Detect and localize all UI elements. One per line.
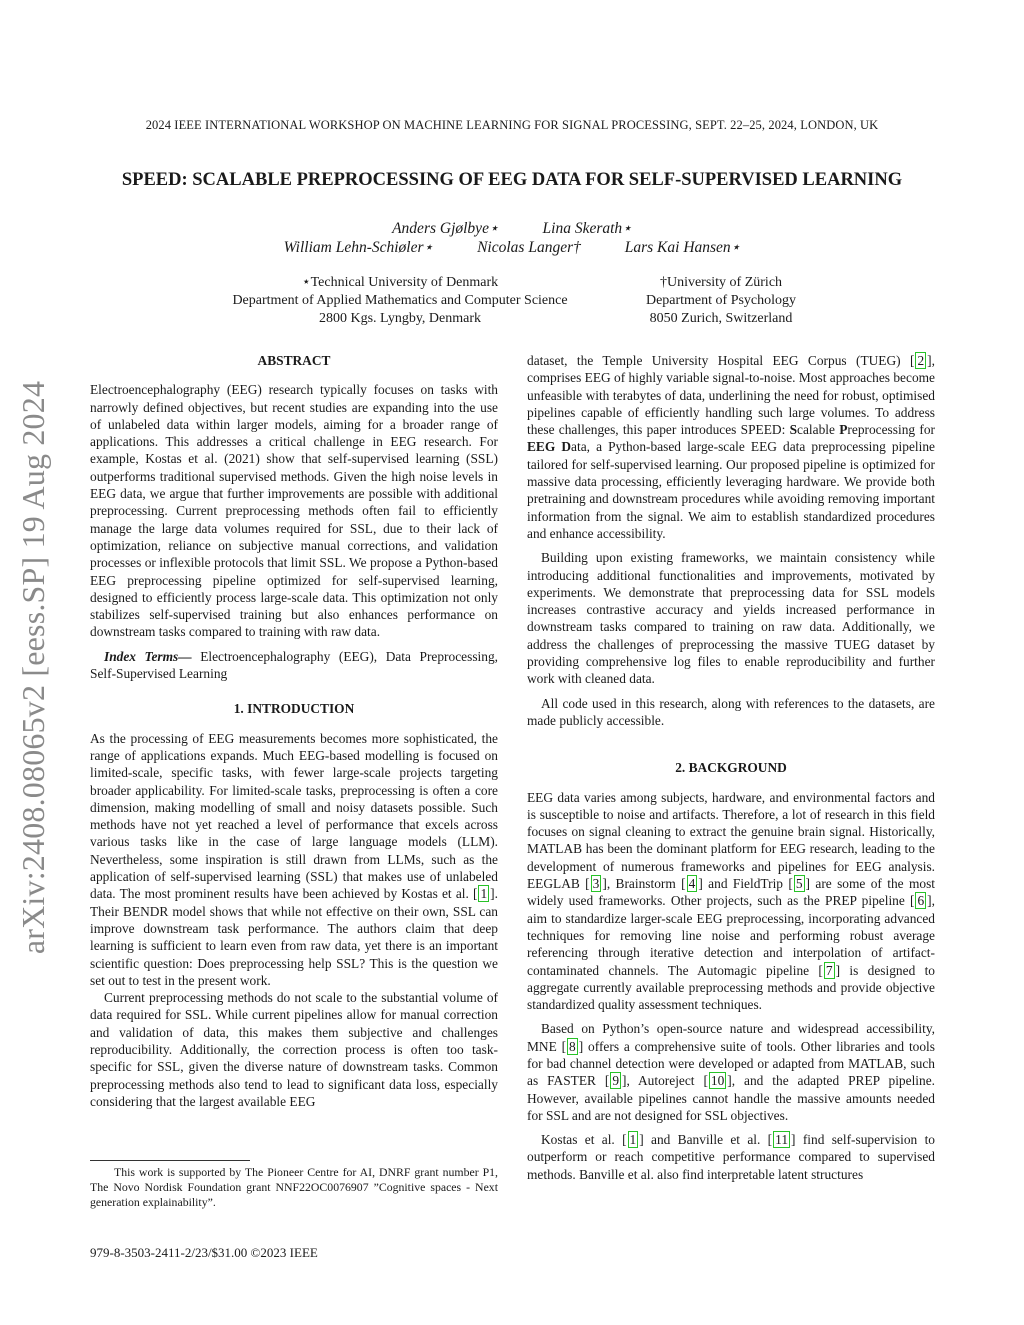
text-run: dataset, the Temple University Hospital EEG Corpus (TUEG): [527, 353, 901, 368]
author-row-1: [0, 219, 1024, 238]
intro-paragraph-2: Current preprocessing methods do not scale to the substantial volume of data required for SSL. While current pipelines allow for manual correction and validation of data, this makes them subjective and challenges reproducibility. Additionally, the correction process is often too task-specific for SSL, given the diverse nature of downstream tasks. Common preprocessing methods also tend to lead to significant data loss, especially considering that the largest available EEG: [90, 990, 498, 1109]
intro-paragraph-4: Building upon existing frameworks, we maintain consistency while introducing additional functionalities and improvements, motivated by experiments. We demonstrate that preprocessing data for SSL models increases contrastive accuracy and yields increased performance in downstream tasks compared to training on raw data. Additionally, we address the challenges of preprocessing the massive TUEG dataset by providing comprehensive log files to enable reproducibility and further work with cleaned data.: [527, 550, 935, 687]
text-run: reprocessing for: [847, 422, 935, 438]
author: Anders Gjølbye⋆: [392, 220, 499, 237]
arxiv-identifier-text: arXiv:2408.08065v2 [eess.SP] 19 Aug 2024: [15, 380, 52, 954]
citation-link[interactable]: 10: [710, 1073, 725, 1089]
footnote-divider: [90, 1160, 250, 1161]
acronym-letter: S: [789, 422, 798, 438]
affiliation-dtu: [220, 274, 580, 328]
author-row-2: [0, 238, 1024, 257]
left-column: [90, 352, 498, 1110]
text-run: , and the adapted PREP pipeline. However, available pipelines cannot handle the massive amounts needed for SSL and are not designed for SSL objectives.: [527, 1073, 936, 1123]
conference-header: 2024 IEEE INTERNATIONAL WORKSHOP ON MACHINE LEARNING FOR SIGNAL PROCESSING, SEPT. 22–25, 2024, LONDON, UK: [145, 118, 879, 132]
citation-link[interactable]: 8: [569, 1038, 576, 1054]
text-run: Based on Python’s open-source nature and widespread accessibility, MNE: [527, 1021, 935, 1054]
affiliation-line: Department of Applied Mathematics and Computer Science: [232, 293, 568, 308]
index-terms-text: Electroencephalography (EEG), Data Preprocessing, Self-Supervised Learning: [90, 648, 498, 682]
citation-link[interactable]: 6: [917, 893, 925, 909]
affiliation-uzh: [626, 274, 816, 328]
acronym-letter: EEG: [527, 439, 556, 455]
background-heading: 2. BACKGROUND: [675, 760, 787, 776]
index-terms: [90, 648, 498, 683]
introduction-heading: 1. INTRODUCTION: [233, 701, 355, 717]
text-run: ata, a Python-based large-scale EEG data preprocessing pipeline tailored for self-supervised learning. Our proposed pipeline is optimized for massive data processing, efficiently leveraging hardware. We provide both pretraining and downstream procedures while avoiding removing important information from the signal. We aim to establish standardized procedures and enhance accessibility.: [527, 439, 935, 541]
author: Lina Skerath⋆: [542, 220, 632, 237]
intro-paragraph-3: dataset, the Temple University Hospital EEG Corpus (TUEG) [ 2 ], comprises EEG of highly variable signal-to-noise. Most approaches become unfeasible with terabytes of data, underlining the need for robust, optimised pipelines capable of efficiently handling such large volumes. To address these challenges, this paper introduces SPEED: Scalable Preprocessing for EEG Data, a Python-based large-scale EEG data preprocessing pipeline tailored for self-supervised learning. Our proposed pipeline is optimized for massive data processing, efficiently leveraging hardware. We provide both pretraining and downstream procedures while avoiding removing important information from the signal. We aim to establish standardized procedures and enhance accessibility.: [527, 353, 935, 541]
intro-paragraph-1: As the processing of EEG measurements becomes more sophisticated, the range of applications expands. Much EEG-based modelling is focused on limited-scale, specific tasks, with fewer large-scale projects targeting broader applicability. For limited-scale tasks, preprocessing is often a core dimension, making modelling of small and noisy datasets possible. Such methods have not yet reached a level of performance that excels across various tasks like in the case of large language models (LLM). Nevertheless, some inspiration is still drawn from LLMs, such as the application of self-supervised learning (SSL) that makes use of unlabeled data. The most prominent results have been achieved by Kostas et al. [ 1 ]. Their BENDR model shows that while not effective on their own, SSL can improve downstream task performance. The authors claim that deep learning is sufficient to learn even from raw data, yet there is an important scientific question: Does preprocessing help SSL? This is the question we set out to test in the present work.: [90, 730, 498, 988]
citation-link[interactable]: 1: [480, 886, 488, 902]
citation-link[interactable]: 7: [825, 962, 833, 978]
right-column: [527, 352, 935, 1183]
author: William Lehn-Schiøler⋆: [283, 239, 434, 256]
acronym-letter: P: [839, 422, 848, 438]
citation-link[interactable]: 11: [775, 1132, 789, 1148]
affiliation-line: 2800 Kgs. Lyngby, Denmark: [318, 311, 482, 326]
affiliation-line: Department of Psychology: [645, 293, 797, 308]
text-run: offers a comprehensive suite of tools. Other libraries and tools for bad channel detection were developed or adapted from MATLAB, such as FASTER: [527, 1038, 935, 1089]
citation-link[interactable]: 9: [612, 1073, 620, 1089]
text-run: calable: [797, 422, 840, 438]
affiliation-line: ⋆Technical University of Denmark: [301, 275, 499, 290]
copyright-footer: 979-8-3503-2411-2/23/$31.00 ©2023 IEEE: [90, 1245, 318, 1260]
citation-link[interactable]: 2: [917, 353, 925, 368]
text-run: EEG data varies among subjects, hardware, and environmental factors and is susceptible to noise and artifacts. Therefore, a lot of research in this field focuses on signal cleaning to extract the genuine brain signal. Historically, MATLAB has been the dominant platform for EEG research, leading to the development of numerous frameworks and pipelines for EEG analysis. EEGLAB: [527, 789, 935, 892]
citation-link[interactable]: 1: [629, 1132, 637, 1148]
author: Lars Kai Hansen⋆: [624, 239, 741, 256]
text-run: , Brainstorm: [606, 876, 676, 892]
citation-link[interactable]: 3: [592, 876, 600, 892]
text-run: As the processing of EEG measurements becomes more sophisticated, the range of applications expands. Much EEG-based modelling is focused on limited-scale, specific tasks, with fewer large-scale projects targeting broader applicability. For limited-scale tasks, preprocessing is often a core dimension, making modelling of small and noisy datasets possible. Such methods have not yet reached a level of performance that excels across various tasks like in the case of large language models (LLM). Nevertheless, some inspiration is still drawn from LLMs, such as the application of self-supervised learning (SSL) that makes use of unlabeled data. The most prominent results have been achieved by Kostas et al.: [90, 730, 498, 902]
arxiv-identifier: [8, 343, 60, 991]
abstract-text: Electroencephalography (EEG) research typically focuses on tasks with narrowly defined objectives, but recent studies are expanding into the use of unlabeled data within larger models, aiming for a broader range of applications. This addresses a critical challenge in EEG research. For example, Kostas et al. (2021) show that self-supervised learning (SSL) outperforms traditional supervised methods. Given the high noise levels in EEG data, we argue that further improvements are possible with additional preprocessing. Current preprocessing methods often fail to efficiently manage the large data volumes required for SSL, due to their lack of optimization, reliance on subjective manual corrections, and validation processes or inflexible protocols that limit SSL. We propose a Python-based EEG preprocessing pipeline optimized for self-supervised learning, designed to efficiently process large-scale data. This optimization not only stabilizes self-supervised training but also enhances performance on downstream tasks compared to training with raw data.: [90, 382, 498, 640]
acronym-letter: D: [561, 439, 572, 455]
background-paragraph-3: Kostas et al. [ 1 ] and Banville et al. [ 11 ] find self-supervision to outperform or reach competitive performance compared to supervised methods. Banville et al. also find interpretable latent structures: [527, 1132, 935, 1182]
background-paragraph-2: Based on Python’s open-source nature and widespread accessibility, MNE [ 8 ] offers a comprehensive suite of tools. Other libraries and tools for bad channel detection were developed or adapted from MATLAB, such as FASTER [ 9 ], Autoreject [ 10 ], and the adapted PREP pipeline. However, available pipelines cannot handle the massive amounts needed for SSL and are not designed for SSL objectives.: [527, 1021, 936, 1123]
background-paragraph-1: EEG data varies among subjects, hardware, and environmental factors and is susceptible to noise and artifacts. Therefore, a lot of research in this field focuses on signal cleaning to extract the genuine brain signal. Historically, MATLAB has been the dominant platform for EEG research, leading to the development of numerous frameworks and pipelines for EEG analysis. EEGLAB [ 3 ], Brainstorm [ 4 ] and FieldTrip [ 5 ] are some of the most widely used frameworks. Other projects, such as the PREP pipeline [ 6 ], aim to standardize larger-scale EEG preprocessing, incorporating advanced techniques for removing line noise and performing robust average referencing through iterative detection and interpolation of artifact-contaminated channels. The Automagic pipeline [ 7 ] is designed to aggregate currently available preprocessing methods and provide objective standardized quality assessment techniques.: [527, 789, 936, 1013]
citation-link[interactable]: 5: [795, 876, 803, 892]
intro-paragraph-5: All code used in this research, along with references to the datasets, are made publicly accessible.: [527, 695, 935, 728]
funding-footnote: This work is supported by The Pioneer Centre for AI, DNRF grant number P1, The Novo Nordisk Foundation grant NNF22OC0076907 ”Cognitive spaces - Next generation explainability”.: [90, 1165, 498, 1209]
author: Nicolas Langer†: [477, 239, 581, 256]
text-run: . Their BENDR model shows that while not effective on their own, SSL can improve downstream task performance. The authors claim that deep learning is sufficient to learn even from raw data, yet there is an important scientific question: Does preprocessing help SSL? This is the question we set out to test in the present work.: [90, 886, 498, 988]
text-run: and Banville et al.: [643, 1132, 761, 1148]
text-run: Kostas et al.: [541, 1132, 615, 1148]
citation-link[interactable]: 4: [688, 876, 696, 892]
paper-title: SPEED: SCALABLE PREPROCESSING OF EEG DATA FOR SELF-SUPERVISED LEARNING: [121, 170, 903, 190]
text-run: is designed to aggregate currently available preprocessing methods and provide objective standardized quality assessment techniques.: [527, 962, 936, 1013]
affiliation-line: †University of Zürich: [659, 275, 783, 290]
index-terms-label: Index Terms—: [104, 648, 192, 664]
author-list: [0, 219, 1024, 257]
text-run: find self-supervision to outperform or reach competitive performance compared to supervised methods. Banville et al. also find interpretable latent structures: [527, 1132, 935, 1182]
text-run: are some of the most widely used frameworks. Other projects, such as the PREP pipeline: [527, 876, 936, 909]
text-run: , comprises EEG of highly variable signal-to-noise. Most approaches become unfeasible with terabytes of data, underlining the need for robust, optimised pipelines capable of efficiently handling such large volumes. To address these challenges, this paper introduces SPEED:: [527, 353, 935, 438]
text-run: , Autoreject: [626, 1073, 695, 1089]
text-run: , aim to standardize larger-scale EEG preprocessing, incorporating advanced techniques for removing line noise and performing robust average referencing through iterative detection and interpolation of artifact-contaminated channels. The Automagic pipeline: [527, 893, 935, 978]
text-run: and FieldTrip: [702, 876, 783, 892]
affiliation-line: 8050 Zurich, Switzerland: [649, 311, 793, 326]
abstract-heading: ABSTRACT: [257, 353, 331, 368]
